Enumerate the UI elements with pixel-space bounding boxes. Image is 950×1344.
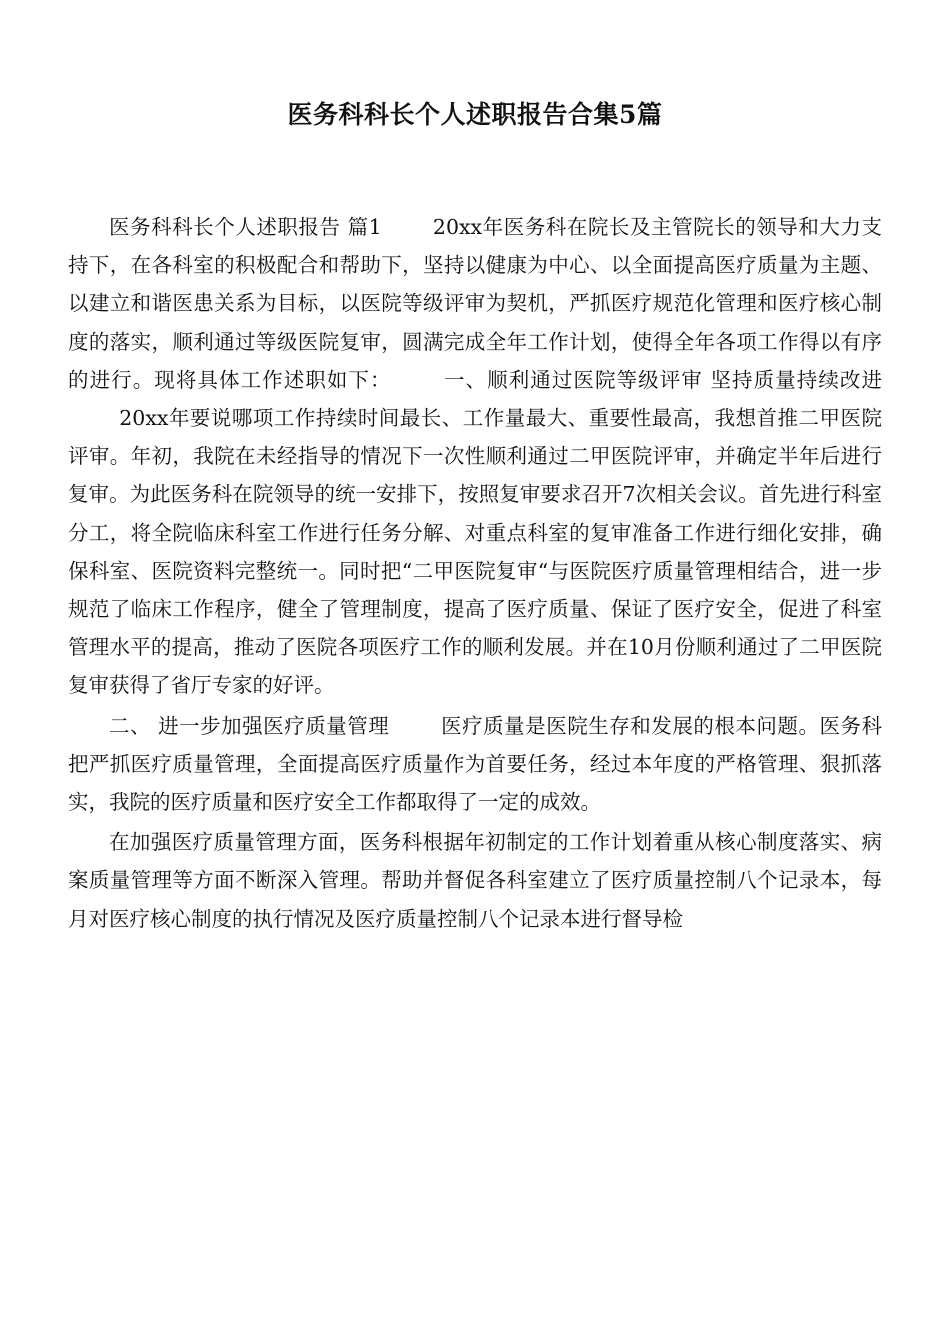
- section-2-text: 医疗质量是医院生存和发展的根本问题。医务科把严抓医疗质量管理，全面提高医疗质量作为首要任务，经过本年度的严格管理、狠抓落实，我院的医疗质量和医疗安全工作都取得了一定的成效。: [68, 713, 883, 815]
- paragraph-3-text: 在加强医疗质量管理方面，医务科根据年初制定的工作计划着重从核心制度落实、病案质量管理等方面不断深入管理。帮助并督促各科室建立了医疗质量控制八个记录本，每月对医疗核心制度的执行情况及医疗质量控制八个记录本进行督导检: [68, 830, 882, 931]
- section-1-text: 20xx年要说哪项工作持续时间最长、工作量最大、重要性最高，我想首推二甲医院评审。年初，我院在未经指导的情况下一次性顺利通过二甲医院评审，并确定半年后进行复审。为此医务科在院领导的统一安排下，按照复审要求召开7次相关会议。首先进行科室分工，将全院临床科室工作进行任务分解、对重点科室的复审准备工作进行细化安排，确保科室、医院资料完整统一。同时把“二甲医院复审“与医院医疗质量管理相结合，进一步规范了临床工作程序，健全了管理制度，提高了医疗质量、保证了医疗安全，促进了科室管理水平的提高，推动了医院各项医疗工作的顺利发展。并在10月份顺利通过了二甲医院复审获得了省厅专家的好评。: [68, 406, 882, 698]
- paragraph-1-intro: 20xx年医务科在院长及主管院长的领导和大力支持下，在各科室的积极配合和帮助下，坚持以健康为中心、以全面提高医疗质量为主题、以建立和谐医患关系为目标，以医院等级评审为契机，严抓医疗规范化管理和医疗核心制度的落实，顺利通过等级医院复审，圆满完成全年工作计划，使得全年各项工作得以有序的进行。现将具体工作述职如下：: [68, 215, 882, 392]
- document-body: [68, 208, 882, 940]
- paragraph-1-heading: 医务科科长个人述职报告 篇1: [109, 215, 382, 239]
- paragraph-1: [68, 208, 882, 705]
- paragraph-3: [68, 823, 882, 938]
- paragraph-2: [68, 707, 882, 822]
- section-2-heading: 二、 进一步加强医疗质量管理: [109, 713, 390, 738]
- section-1-heading: 一、顺利通过医院等级评审 坚持质量持续改进: [442, 367, 883, 392]
- document-title: 医务科科长个人述职报告合集5篇: [287, 100, 663, 129]
